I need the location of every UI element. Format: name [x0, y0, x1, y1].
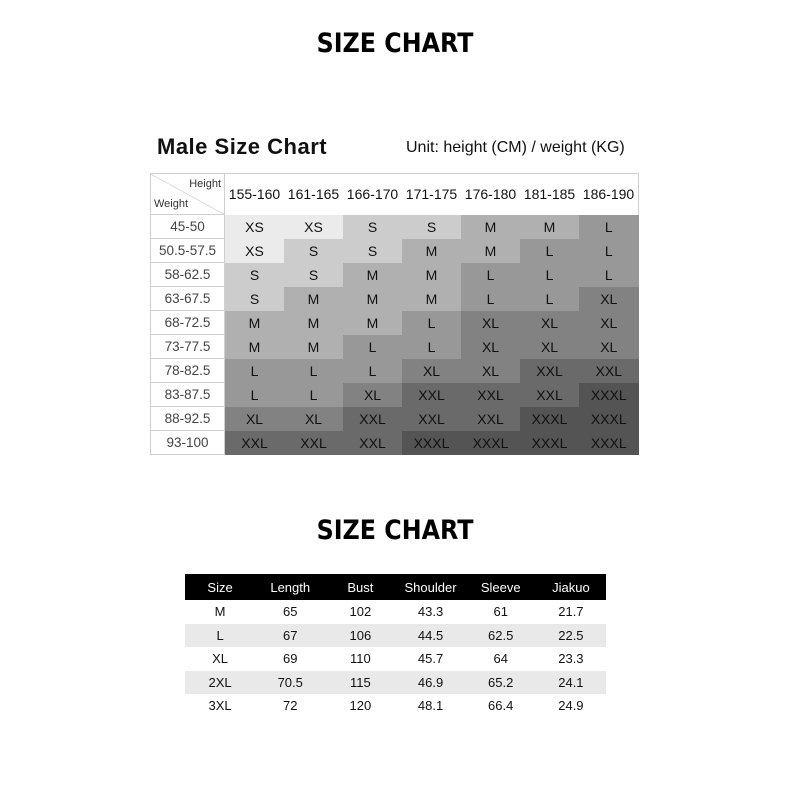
measurement-cell: L	[185, 624, 255, 648]
measurement-cell: 44.5	[395, 624, 465, 648]
weight-row	[151, 287, 639, 311]
size-cell: L	[520, 239, 579, 263]
measurement-row	[185, 624, 606, 648]
column-header-sleeve: Sleeve	[466, 574, 536, 600]
height-header: 161-165	[284, 174, 343, 215]
weight-axis-label: Weight	[154, 198, 189, 210]
size-cell: XXXL	[520, 407, 579, 431]
size-cell: M	[284, 311, 343, 335]
size-cell: L	[579, 239, 639, 263]
size-cell: XXL	[343, 431, 402, 455]
size-cell: XXL	[343, 407, 402, 431]
measurement-cell: 115	[325, 671, 395, 695]
column-header-bust: Bust	[325, 574, 395, 600]
size-cell: XS	[284, 215, 343, 239]
size-cell: XL	[520, 311, 579, 335]
measurement-cell: XL	[212, 651, 229, 667]
size-cell: L	[402, 311, 461, 335]
size-cell: S	[225, 287, 285, 311]
size-cell: XXL	[284, 431, 343, 455]
measurement-row	[185, 600, 606, 624]
size-cell: L	[579, 215, 639, 239]
measurement-header-row	[185, 574, 606, 600]
page-title: SIZE CHART	[316, 28, 474, 59]
measurement-cell: 106	[325, 624, 395, 648]
size-cell: XXL	[520, 359, 579, 383]
column-header-jiakuo: Jiakuo	[536, 574, 606, 600]
weight-label: 63-67.5	[151, 287, 225, 311]
size-cell: XL	[343, 383, 402, 407]
size-cell: XL	[461, 335, 520, 359]
size-cell: S	[343, 239, 402, 263]
measurement-table	[185, 574, 606, 718]
size-cell: XXXL	[520, 431, 579, 455]
measurement-cell: 62.5	[466, 624, 536, 648]
measurement-cell: 22.5	[536, 624, 606, 648]
size-cell: M	[461, 215, 520, 239]
size-cell: XS	[225, 215, 285, 239]
size-cell: M	[402, 263, 461, 287]
measurement-cell: 3XL	[208, 698, 232, 714]
measurement-cell: 65	[283, 604, 298, 620]
height-axis-label: Height	[189, 178, 221, 190]
measurement-cell: 45.7	[417, 651, 444, 667]
measurement-cell: 23.3	[558, 651, 584, 667]
size-cell: L	[520, 263, 579, 287]
unit-label: Unit: height (CM) / weight (KG)	[406, 139, 625, 156]
size-cell: XL	[284, 407, 343, 431]
size-cell: L	[284, 383, 343, 407]
size-cell: XL	[579, 311, 639, 335]
size-cell: L	[520, 287, 579, 311]
size-cell: XXL	[579, 359, 639, 383]
weight-label: 83-87.5	[151, 383, 225, 407]
height-header: 181-185	[520, 174, 579, 215]
weight-row	[151, 263, 639, 287]
measurement-cell: 46.9	[395, 671, 465, 695]
size-cell: L	[461, 287, 520, 311]
male-size-chart-title: Male Size Chart	[157, 134, 328, 159]
size-cell: M	[225, 311, 285, 335]
column-header-shoulder: Shoulder	[395, 574, 465, 600]
size-cell: XXXL	[579, 407, 639, 431]
measurement-cell: 102	[349, 604, 372, 620]
size-cell: L	[225, 383, 285, 407]
measurement-cell: 69	[283, 651, 298, 667]
size-cell: XXXL	[402, 431, 461, 455]
weight-label: 73-77.5	[151, 335, 225, 359]
size-cell: XXL	[520, 383, 579, 407]
measurement-cell: 61	[493, 604, 508, 620]
measurement-cell: 24.9	[558, 698, 584, 714]
measurement-cell: 21.7	[558, 604, 584, 620]
size-cell: L	[402, 335, 461, 359]
height-header: 186-190	[579, 174, 639, 215]
weight-label: 58-62.5	[151, 263, 225, 287]
size-cell: XXXL	[461, 431, 520, 455]
measurement-cell: 66.4	[488, 698, 514, 714]
size-cell: XL	[461, 359, 520, 383]
measurement-cell: 64	[493, 651, 508, 667]
weight-label: 68-72.5	[151, 311, 225, 335]
weight-row	[151, 431, 639, 455]
column-header-length: Length	[255, 574, 325, 600]
height-header: 166-170	[343, 174, 402, 215]
measurement-cell: M	[214, 604, 226, 620]
size-cell: XL	[579, 335, 639, 359]
size-cell: L	[284, 359, 343, 383]
column-header-size: Size	[185, 574, 255, 600]
size-cell: M	[402, 239, 461, 263]
height-header: 176-180	[461, 174, 520, 215]
weight-row	[151, 311, 639, 335]
measurement-title: SIZE CHART	[316, 515, 474, 546]
measurement-cell: 70.5	[255, 671, 325, 695]
weight-row	[151, 215, 639, 239]
size-cell: M	[284, 335, 343, 359]
measurement-cell: 65.2	[466, 671, 536, 695]
size-cell: M	[343, 263, 402, 287]
size-cell: XL	[579, 287, 639, 311]
size-cell: XXXL	[579, 383, 639, 407]
measurement-cell: 48.1	[417, 698, 444, 714]
size-cell: S	[402, 215, 461, 239]
size-cell: XL	[225, 407, 285, 431]
weight-label: 45-50	[151, 215, 225, 239]
height-header-row	[151, 174, 639, 215]
weight-row	[151, 335, 639, 359]
size-cell: M	[402, 287, 461, 311]
size-cell: L	[461, 263, 520, 287]
corner-header	[151, 174, 225, 215]
measurement-cell: 120	[349, 698, 372, 714]
size-cell: L	[343, 335, 402, 359]
weight-row	[151, 383, 639, 407]
weight-row	[151, 239, 639, 263]
weight-row	[151, 359, 639, 383]
size-cell: L	[225, 359, 285, 383]
measurement-cell: 72	[283, 698, 298, 714]
size-cell: XXL	[461, 383, 520, 407]
size-cell: M	[520, 215, 579, 239]
measurement-cell: 110	[350, 651, 371, 667]
measurement-row	[185, 694, 606, 718]
measurement-row	[185, 671, 606, 695]
weight-label: 50.5-57.5	[151, 239, 225, 263]
size-cell: XL	[461, 311, 520, 335]
size-cell: L	[343, 359, 402, 383]
height-header: 155-160	[225, 174, 285, 215]
size-cell: XXL	[402, 407, 461, 431]
size-matrix	[150, 173, 639, 455]
size-cell: XS	[225, 239, 285, 263]
size-cell: S	[225, 263, 285, 287]
size-cell: XL	[402, 359, 461, 383]
size-cell: S	[284, 263, 343, 287]
size-cell: M	[343, 287, 402, 311]
size-cell: XXL	[461, 407, 520, 431]
size-cell: XXXL	[579, 431, 639, 455]
size-cell: XL	[520, 335, 579, 359]
weight-row	[151, 407, 639, 431]
size-cell: M	[225, 335, 285, 359]
size-cell: M	[343, 311, 402, 335]
measurement-row	[185, 647, 606, 671]
size-cell: S	[284, 239, 343, 263]
height-header: 171-175	[402, 174, 461, 215]
size-cell: XXL	[402, 383, 461, 407]
measurement-cell: 24.1	[536, 671, 606, 695]
weight-label: 93-100	[151, 431, 225, 455]
measurement-cell: 67	[255, 624, 325, 648]
size-cell: S	[343, 215, 402, 239]
measurement-cell: 2XL	[185, 671, 255, 695]
measurement-cell: 43.3	[417, 604, 444, 620]
size-cell: L	[579, 263, 639, 287]
size-cell: M	[284, 287, 343, 311]
size-cell: M	[461, 239, 520, 263]
size-cell: XXL	[225, 431, 285, 455]
weight-label: 88-92.5	[151, 407, 225, 431]
weight-label: 78-82.5	[151, 359, 225, 383]
